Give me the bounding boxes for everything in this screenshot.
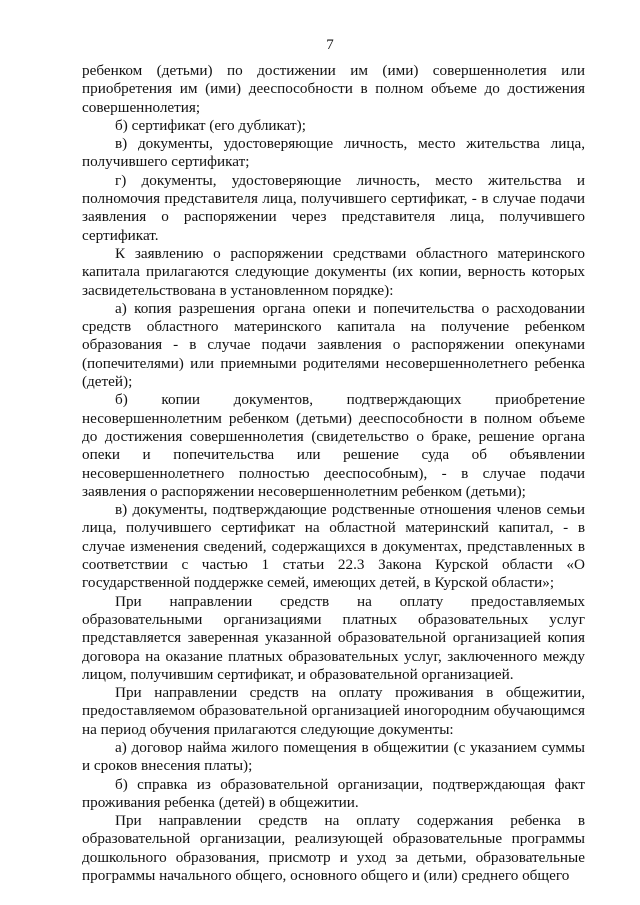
paragraph-paid-education-services: При направлении средств на оплату предоставляемых образовательными организациями платных образовательных услуг представляется заверенная указанной образовательной организацией копия договора на оказание платных образовательных услуг, заключенного между лицом, получившим сертификат, и образовательной организацией. xyxy=(82,592,585,683)
paragraph-dormitory-payment: При направлении средств на оплату проживания в общежитии, предоставляемом образовательной организацией иногородним обучающимся на период обучения прилагаются следующие документы: xyxy=(82,684,585,738)
paragraph-item-b-legal-capacity: б) копии документов, подтверждающих приобретение несовершеннолетним ребенком (детьми) дееспособности в полном объеме до достижения совершеннолетия (свидетельство о браке, решение органа опеки и попечительства или решение суда об объявлении несовершеннолетнего полностью дееспособным), - в случае подачи заявления о распоряжении несовершеннолетним ребенком (детьми); xyxy=(82,391,585,500)
paragraph-item-b-certificate: б) сертификат (его дубликат); xyxy=(115,116,306,134)
paragraph-child-maintenance-payment: При направлении средств на оплату содержания ребенка в образовательной организации, реализующей образовательные программы дошкольного образования, присмотр и уход за детьми, образовательные программы начального общего, основного общего и (или) среднего общего xyxy=(82,812,585,885)
paragraph-item-v-family-relations: в) документы, подтверждающие родственные отношения членов семьи лица, получившего сертификат на областной материнский капитал, - в случае изменения сведений, содержащихся в документах, представленных в соответствии с частью 1 статьи 22.3 Закона Курской области «О государственной поддержке семей, имеющих детей, в Курской области»; xyxy=(82,501,585,592)
paragraph-item-v-identity-documents: в) документы, удостоверяющие личность, место жительства лица, получившего сертификат; xyxy=(82,135,585,171)
document-body xyxy=(82,62,585,885)
paragraph-item-b-residence-certificate: б) справка из образовательной организации, подтверждающая факт проживания ребенка (детей) в общежитии. xyxy=(82,775,585,811)
paragraph-item-g-representative-documents: г) документы, удостоверяющие личность, место жительства и полномочия представителя лица, получившего сертификат, - в случае подачи заявления о распоряжении через представителя лица, получившего сертификат. xyxy=(82,171,585,244)
paragraph-item-a-lease-contract: а) договор найма жилого помещения в общежитии (с указанием суммы и сроков внесения платы); xyxy=(82,738,585,775)
page-number: 7 xyxy=(326,37,334,53)
paragraph-item-a-guardianship-permission: а) копия разрешения органа опеки и попечительства о расходовании средств областного материнского капитала на получение ребенком образования - в случае подачи заявления о распоряжении опекунами (попечителями) или приемными родителями несовершеннолетнего ребенка (детей); xyxy=(82,299,585,391)
paragraph-continuation: ребенком (детьми) по достижении им (ими) совершеннолетия или приобретения им (ими) дееспособности в полном объеме до достижения совершеннолетия; xyxy=(82,62,585,116)
paragraph-attached-documents-intro: К заявлению о распоряжении средствами областного материнского капитала прилагаются следующие документы (их копии, верность которых засвидетельствована в установленном порядке): xyxy=(82,244,585,299)
